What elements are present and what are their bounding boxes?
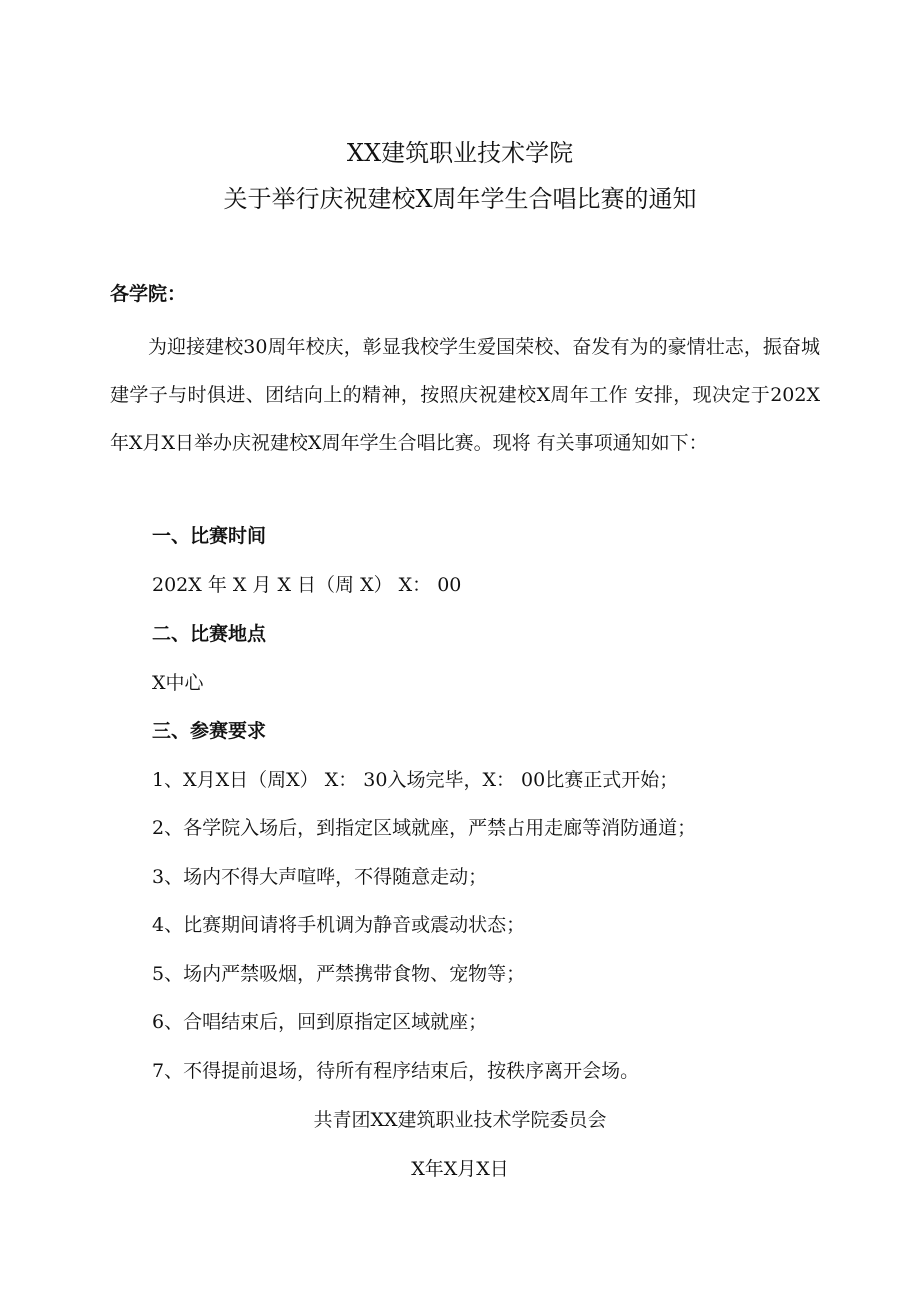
document-title-notice: 关于举行庆祝建校X周年学生合唱比赛的通知 [223,185,697,213]
signature-organization: 共青团XX建筑职业技术学院委员会 [313,1109,607,1131]
requirement-item: 3、场内不得大声喧哗，不得随意走动； [152,866,488,888]
requirement-item: 1、X月X日（周X） X： 30入场完毕，X： 00比赛正式开始； [152,769,679,791]
signature-date: X年X月X日 [411,1158,509,1180]
intro-paragraph: 为迎接建校30周年校庆，彰显我校学生爱国荣校、奋发有为的豪情壮志，振奋城建学子与时俱进、团结向上的精神，按照庆祝建校X周年工作 安排，现决定于202X年X月X日举办庆祝建校X周年学生合唱比赛。现将 有关事项通知如下： [110,336,820,454]
section-heading-location: 二、比赛地点 [152,623,267,645]
section-heading-requirements: 三、参赛要求 [152,720,267,742]
requirement-item: 5、场内严禁吸烟，严禁携带食物、宠物等； [152,963,526,985]
requirement-item: 7、不得提前退场，待所有程序结束后，按秩序离开会场。 [152,1060,640,1082]
requirement-item: 2、各学院入场后，到指定区域就座，严禁占用走廊等消防通道； [152,817,697,839]
requirement-item: 4、比赛期间请将手机调为静音或震动状态； [152,914,526,936]
salutation: 各学院： [110,283,187,305]
requirement-item: 6、合唱结束后，回到原指定区域就座； [152,1011,488,1033]
section-content-time: 202X 年 X 月 X 日（周 X） X： 00 [152,574,462,596]
section-heading-time: 一、比赛时间 [152,525,267,547]
document-title-institution: XX建筑职业技术学院 [346,139,574,167]
section-content-location: X中心 [152,672,204,694]
